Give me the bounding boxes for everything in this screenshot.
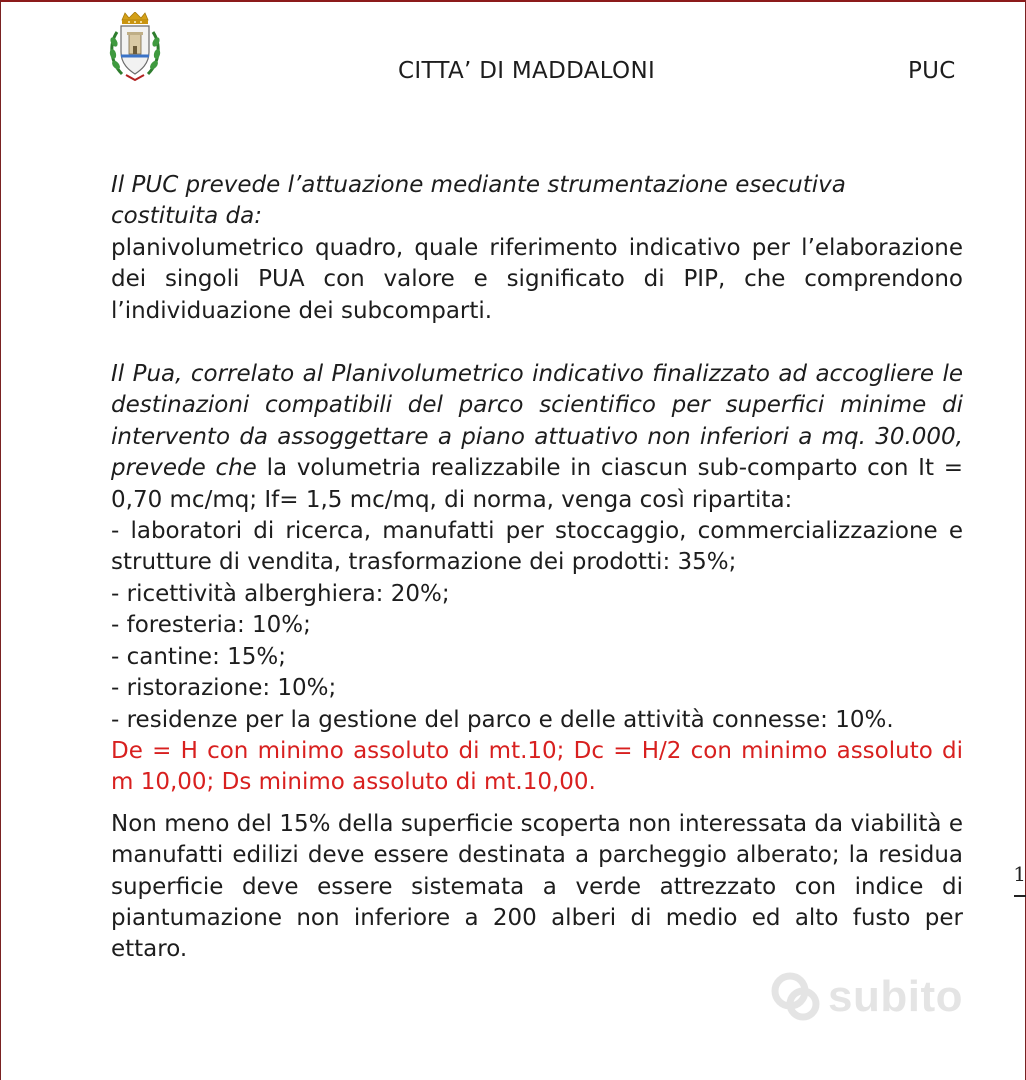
- left-border: [0, 0, 1, 1080]
- list-item-laboratori: - laboratori di ricerca, manufatti per stoccaggio, commercializzazione e strutture di vendita, trasformazione dei prodotti: 35%;: [111, 518, 963, 576]
- list-item: - residenze per la gestione del parco e delle attività connesse: 10%.: [111, 706, 894, 733]
- top-border: [0, 0, 1026, 2]
- list-item: - ricettività alberghiera: 20%;: [111, 580, 450, 607]
- document-body: [111, 170, 963, 966]
- paragraph-2-italic-text: Il Pua, correlato al Planivolumetrico indicativo finalizzato ad accogliere le destinazioni compatibili del parco scientifico per superfici minime di intervento da assoggettare a piano attuativo non inferiori a mq. 30.000, prevede che: [111, 361, 963, 482]
- paragraph-3-text: Non meno del 15% della superficie scoperta non interessata da viabilità e manufatti edilizi deve essere destinata a parcheggio alberato; la residua superficie deve essere sistemata a verde attrezzato con indice di piantumazione non inferiore a 200 alberi di medio ed alto fusto per ettaro.: [111, 810, 963, 963]
- paragraph-2: [111, 359, 963, 516]
- list-item: - cantine: 15%;: [111, 643, 286, 670]
- list-item: - ristorazione: 10%;: [111, 675, 337, 702]
- paragraph-1-text: planivolumetrico quadro, quale riferimento indicativo per l’elaborazione dei singoli PUA con valore e significato di PIP, che comprendono l’individuazione dei subcomparti.: [111, 234, 963, 324]
- subito-watermark: [770, 968, 963, 1026]
- coat-of-arms-icon: [106, 12, 164, 84]
- page-header-title: CITTA’ DI MADDALONI: [398, 58, 656, 84]
- list-item: - foresteria: 10%;: [111, 612, 311, 639]
- distance-requirements-text: De = H con minimo assoluto di mt.10; Dc = H/2 con minimo assoluto di m 10,00; Ds minimo assoluto di mt.10,00.: [111, 737, 963, 796]
- subito-logo-icon: [770, 971, 822, 1023]
- paragraph-1-intro-line-2: costituita da:: [111, 203, 262, 230]
- paragraph-2-text: la volumetria realizzabile in ciascun sub-comparto con It = 0,70 mc/mq; If= 1,5 mc/mq, di norma, venga così ripartita:: [111, 455, 964, 513]
- page-header-code: PUC: [908, 58, 956, 84]
- page-edge-mark: 1: [1013, 862, 1026, 886]
- paragraph-1-intro-line-1: Il PUC prevede l’attuazione mediante strumentazione esecutiva: [111, 172, 846, 198]
- watermark-text: subito: [828, 972, 963, 1021]
- page-edge-dash: [1014, 895, 1026, 897]
